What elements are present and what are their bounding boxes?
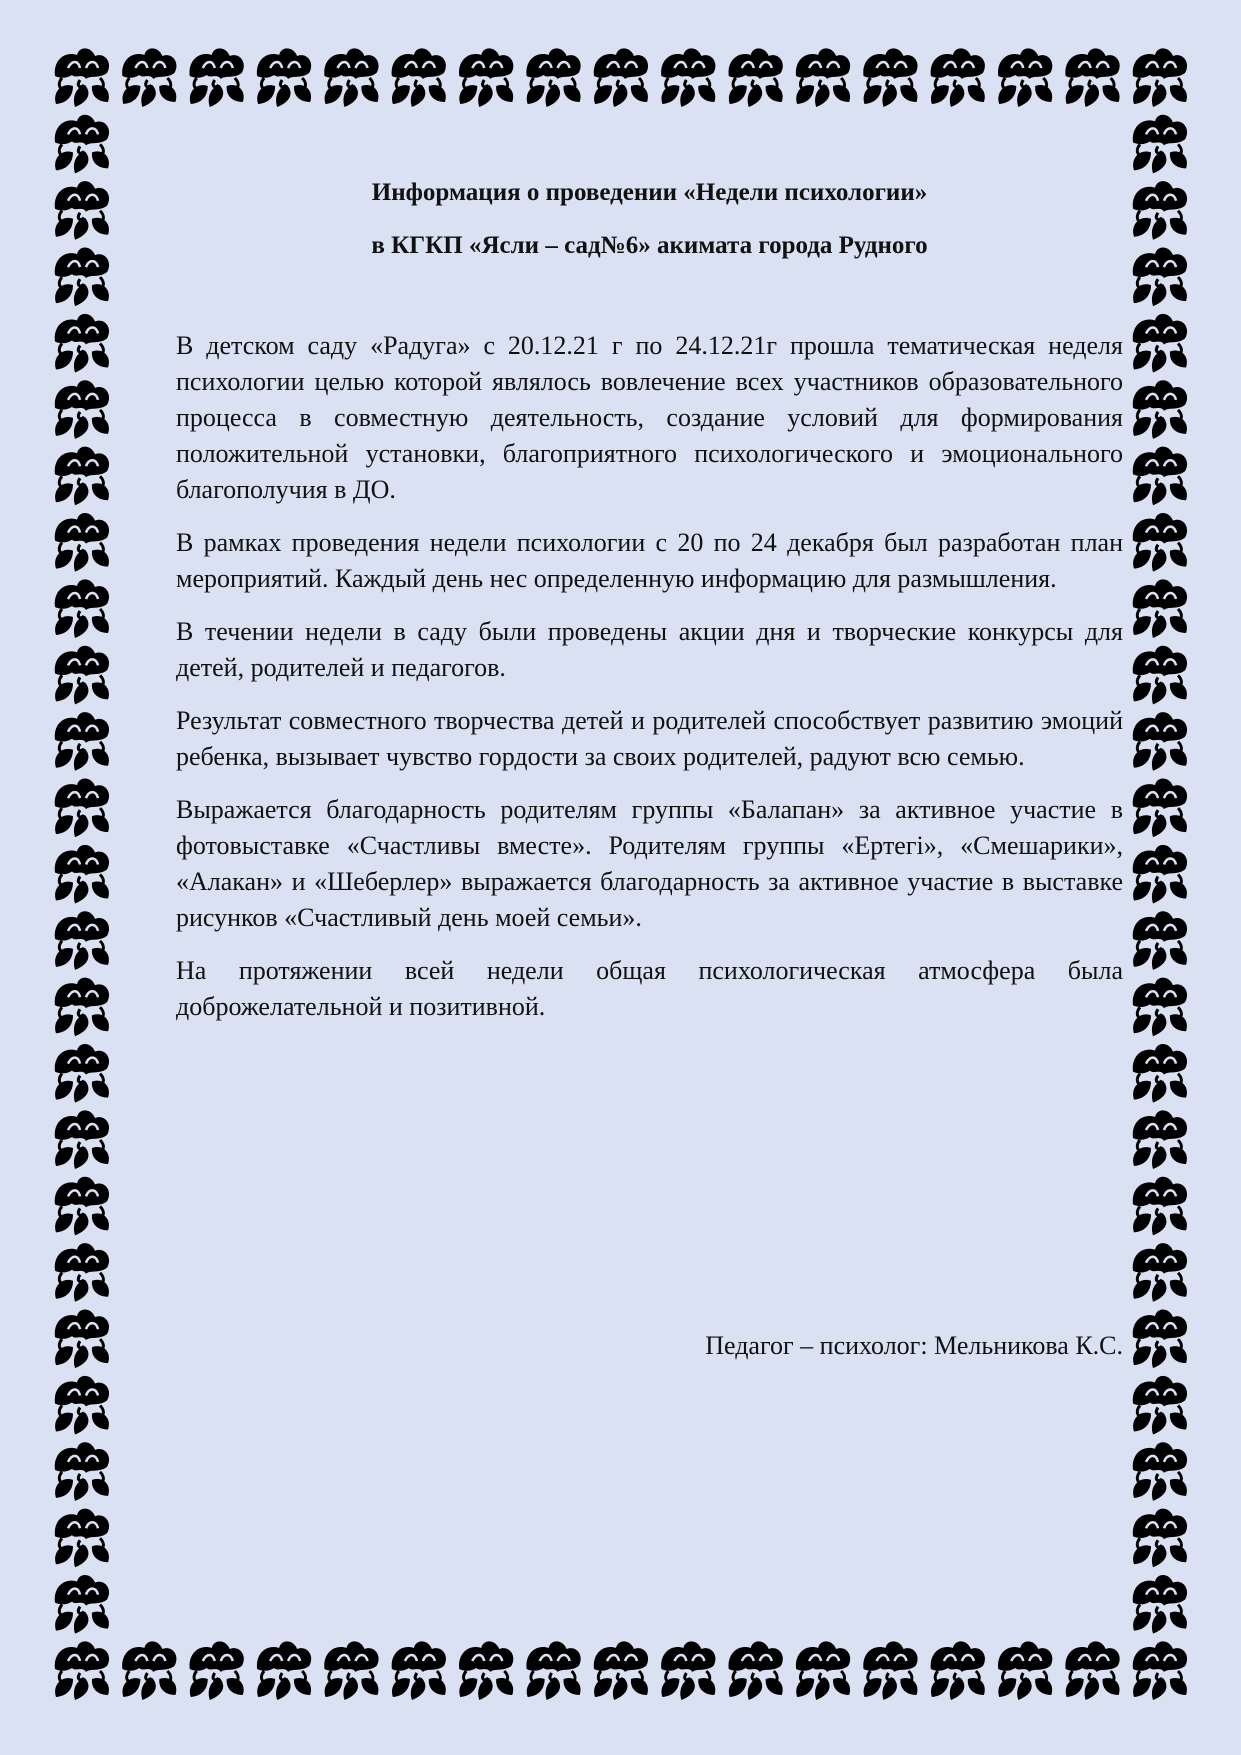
floral-ornament-icon	[931, 48, 985, 107]
paragraph: В рамках проведения недели психологии с 20 по 24 декабря был разработан план мероприятий. Каждый день нес определенную информацию для размышления.	[176, 528, 1123, 593]
floral-ornament-icon	[55, 1110, 109, 1169]
floral-ornament-icon	[55, 1641, 109, 1700]
floral-ornament-icon	[1133, 1177, 1187, 1236]
floral-ornament-icon	[55, 1509, 109, 1568]
floral-ornament-icon	[55, 247, 109, 306]
floral-ornament-icon	[863, 1641, 917, 1700]
paragraph: Выражается благодарность родителям группы «Балапан» за активное участие в фотовыставке «Счастливы вместе». Родителям группы «Ертегі», «Смешарики», «Алакан» и «Шеберлер» выражается благодарность за активное участие в выставке рисунков «Счастливый день моей семьи».	[176, 795, 1123, 932]
floral-ornament-icon	[55, 911, 109, 970]
floral-ornament-icon	[122, 1641, 176, 1700]
floral-ornament-icon	[1133, 48, 1187, 107]
floral-ornament-icon	[1133, 1309, 1187, 1368]
floral-ornament-icon	[796, 48, 850, 107]
paragraph: Результат совместного творчества детей и родителей способствует развитию эмоций ребенка, вызывает чувство гордости за своих родителей, радуют всю семью.	[176, 706, 1123, 771]
floral-ornament-icon	[1133, 115, 1187, 174]
floral-ornament-icon	[661, 48, 715, 107]
floral-ornament-icon	[1133, 778, 1187, 837]
document-body	[176, 328, 1123, 1042]
floral-ornament-icon	[55, 1309, 109, 1368]
floral-ornament-icon	[55, 380, 109, 439]
floral-ornament-icon	[257, 1641, 311, 1700]
title-line-2: в КГКП «Ясли – сад№6» акимата города Рудного	[371, 232, 928, 259]
floral-ornament-icon	[594, 1641, 648, 1700]
floral-ornament-icon	[1133, 646, 1187, 705]
floral-ornament-icon	[392, 48, 446, 107]
floral-ornament-icon	[55, 513, 109, 572]
floral-ornament-icon	[1133, 380, 1187, 439]
floral-ornament-icon	[324, 48, 378, 107]
floral-ornament-icon	[55, 978, 109, 1037]
floral-ornament-icon	[55, 579, 109, 638]
floral-ornament-icon	[1133, 247, 1187, 306]
floral-ornament-icon	[55, 1442, 109, 1501]
floral-ornament-icon	[1133, 513, 1187, 572]
floral-ornament-icon	[1133, 845, 1187, 904]
signature: Педагог – психолог: Мельникова К.С.	[705, 1331, 1123, 1360]
floral-ornament-icon	[55, 1243, 109, 1302]
floral-ornament-icon	[392, 1641, 446, 1700]
floral-ornament-icon	[931, 1641, 985, 1700]
floral-ornament-icon	[1133, 1442, 1187, 1501]
floral-ornament-icon	[1133, 1243, 1187, 1302]
floral-ornament-icon	[1133, 911, 1187, 970]
floral-ornament-icon	[661, 1641, 715, 1700]
floral-ornament-icon	[55, 1177, 109, 1236]
floral-ornament-icon	[55, 712, 109, 771]
floral-ornament-icon	[55, 778, 109, 837]
floral-ornament-icon	[190, 48, 244, 107]
floral-ornament-icon	[1133, 1376, 1187, 1435]
floral-ornament-icon	[1133, 978, 1187, 1037]
floral-ornament-icon	[729, 48, 783, 107]
floral-ornament-icon	[1133, 1110, 1187, 1169]
floral-ornament-icon	[1133, 314, 1187, 373]
floral-ornament-icon	[1133, 1044, 1187, 1103]
document-title	[176, 166, 1123, 272]
floral-ornament-icon	[55, 845, 109, 904]
floral-ornament-icon	[1133, 447, 1187, 506]
floral-ornament-icon	[729, 1641, 783, 1700]
floral-ornament-icon	[55, 447, 109, 506]
floral-ornament-icon	[1065, 1641, 1119, 1700]
floral-ornament-icon	[459, 48, 513, 107]
floral-ornament-icon	[55, 115, 109, 174]
paragraph: В течении недели в саду были проведены акции дня и творческие конкурсы для детей, родителей и педагогов.	[176, 617, 1123, 682]
floral-ornament-icon	[55, 1044, 109, 1103]
floral-ornament-icon	[1065, 48, 1119, 107]
floral-ornament-icon	[55, 1575, 109, 1634]
floral-ornament-icon	[1133, 181, 1187, 240]
floral-ornament-icon	[796, 1641, 850, 1700]
paragraph: В детском саду «Радуга» с 20.12.21 г по 24.12.21г прошла тематическая неделя психологии целью которой являлось вовлечение всех участников образовательного процесса в совместную деятельность, создание условий для формирования положительной установки, благоприятного психологического и эмоционального благополучия в ДО.	[176, 331, 1123, 504]
floral-ornament-icon	[526, 48, 580, 107]
floral-ornament-icon	[1133, 1509, 1187, 1568]
floral-ornament-icon	[1133, 579, 1187, 638]
floral-ornament-icon	[1133, 1575, 1187, 1634]
floral-ornament-icon	[257, 48, 311, 107]
floral-ornament-icon	[122, 48, 176, 107]
floral-ornament-icon	[1133, 1641, 1187, 1700]
paragraph: На протяжении всей недели общая психологическая атмосфера была доброжелательной и позитивной.	[176, 956, 1123, 1021]
floral-ornament-icon	[55, 1376, 109, 1435]
floral-ornament-icon	[594, 48, 648, 107]
floral-ornament-icon	[324, 1641, 378, 1700]
floral-ornament-icon	[863, 48, 917, 107]
floral-ornament-icon	[526, 1641, 580, 1700]
floral-ornament-icon	[1133, 712, 1187, 771]
title-line-1: Информация о проведении «Недели психологии»	[371, 179, 928, 206]
floral-ornament-icon	[190, 1641, 244, 1700]
floral-ornament-icon	[998, 48, 1052, 107]
floral-ornament-icon	[55, 646, 109, 705]
floral-ornament-icon	[55, 314, 109, 373]
floral-ornament-icon	[55, 181, 109, 240]
floral-ornament-icon	[459, 1641, 513, 1700]
floral-ornament-icon	[55, 48, 109, 107]
floral-ornament-icon	[998, 1641, 1052, 1700]
